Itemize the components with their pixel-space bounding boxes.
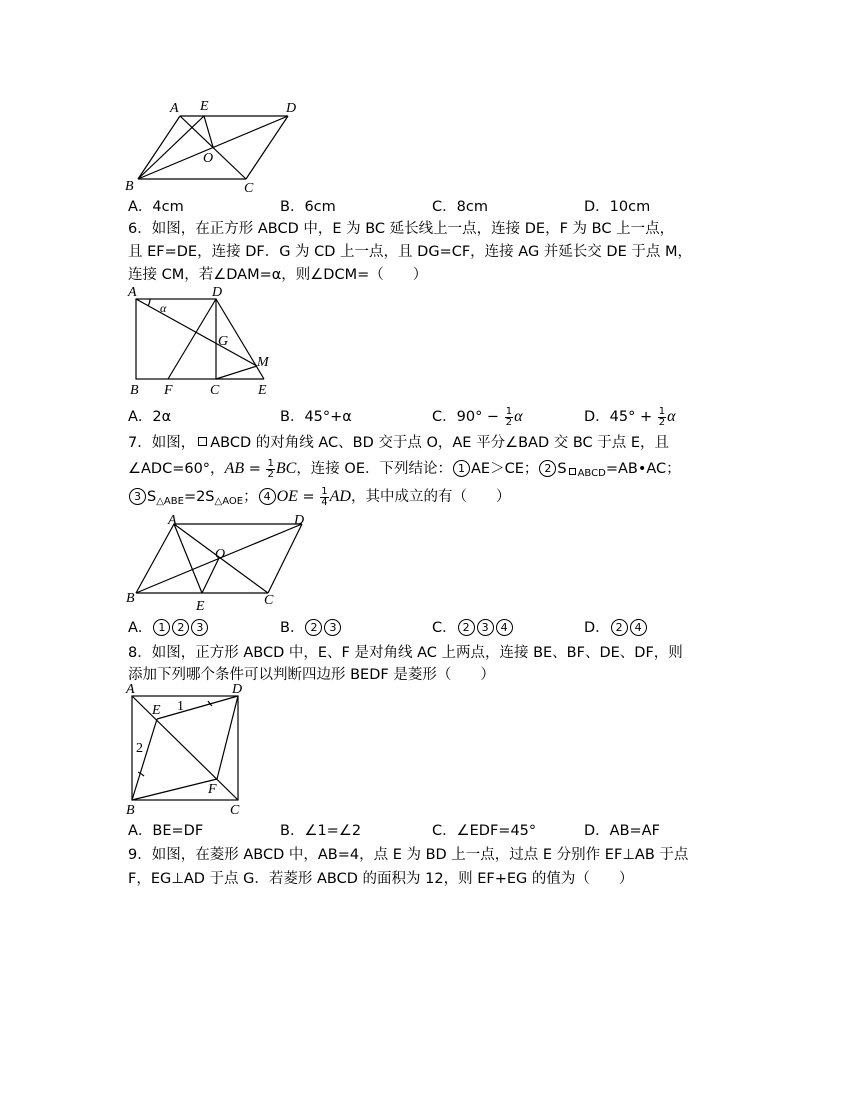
figure-q6: [122, 282, 282, 400]
q8-option-d[interactable]: D．AB=AF: [584, 823, 660, 839]
q5-option-b[interactable]: B．6cm: [280, 199, 336, 215]
fraction-half: $\frac{1}{2}$: [267, 457, 274, 480]
label-E: E: [200, 99, 209, 114]
q8-option-b[interactable]: B．∠1=∠2: [280, 823, 362, 839]
label-D: D: [286, 101, 297, 116]
q9-text-line2: F，EG⊥AD 于点 G．若菱形 ABCD 的面积为 12，则 EF+EG 的值为（ ）: [128, 871, 634, 887]
label-O: O: [215, 547, 226, 562]
q6-option-d[interactable]: D．45° + $\frac{1}{2}$ α: [584, 405, 676, 428]
label-E: E: [258, 383, 267, 398]
figure-q8: [122, 680, 252, 818]
q8-text-line2: 添加下列哪个条件可以判断四边形 BEDF 是菱形（ ）: [128, 667, 495, 683]
q6-text-line1: 6．如图，在正方形 ABCD 中，E 为 BC 延长线上一点，连接 DE，F 为 BC 上一点，: [128, 221, 675, 237]
label-B: B: [125, 179, 134, 194]
q9-text-line1: 9．如图，在菱形 ABCD 中，AB=4，点 E 为 BD 上一点，过点 E 分别作 EF⊥AB 于点: [128, 847, 689, 863]
label-E: E: [152, 703, 161, 718]
label-A: A: [126, 682, 135, 697]
q8-option-c[interactable]: C．∠EDF=45°: [432, 823, 537, 839]
q7-option-c[interactable]: C． 2 3 4: [432, 617, 514, 639]
label-angle-2: 2: [136, 741, 143, 756]
label-G: G: [218, 334, 229, 349]
parallelogram-icon: [569, 468, 576, 475]
label-angle-1: 1: [177, 699, 184, 714]
q7-option-a[interactable]: A． 1 2 3: [128, 617, 209, 639]
label-F: F: [208, 782, 217, 797]
q8-option-a[interactable]: A．BE=DF: [128, 823, 204, 839]
label-B: B: [126, 803, 135, 818]
q6-option-a[interactable]: A．2α: [128, 409, 172, 425]
q8-text-line1: 8．如图，正方形 ABCD 中，E、F 是对角线 AC 上两点，连接 BE、BF、DE、DF，则: [128, 645, 683, 661]
label-C: C: [264, 593, 274, 608]
label-B: B: [126, 591, 135, 606]
fraction-quarter: $\frac{1}{4}$: [321, 485, 328, 508]
label-A: A: [128, 285, 137, 300]
label-alpha: α: [160, 301, 167, 315]
q5-option-c[interactable]: C．8cm: [432, 199, 488, 215]
label-D: D: [212, 285, 223, 300]
fraction-half: $\frac{1}{2}$: [505, 405, 513, 428]
q6-text-line2: 且 EF=DE，连接 DF．G 为 CD 上一点，且 DG=CF，连接 AG 并延长交 DE 于点 M，: [128, 244, 692, 260]
q7-option-d[interactable]: D． 2 4: [584, 617, 648, 639]
figure-q7: [122, 510, 318, 616]
label-O: O: [203, 151, 214, 166]
q7-text-line2: ∠ADC=60°，AB = $\frac{1}{2}$ BC，连接 OE．下列结论： 1 AE＞CE； 2 S $_{ABCD}$=AB•AC；: [128, 457, 681, 480]
label-M: M: [257, 355, 269, 370]
label-B: B: [130, 383, 139, 398]
q6-option-b[interactable]: B．45°+α: [280, 409, 352, 425]
q7-text-line3: 3 $S_{\triangle ABE}=2S_{\triangle AOE}$； 4 OE = $\frac{1}{4}$ AD，其中成立的有（ ）: [128, 486, 510, 513]
figure-q5: [120, 96, 310, 196]
label-E: E: [196, 599, 205, 614]
q7-text-line1: 7．如图， ABCD 的对角线 AC、BD 交于点 O，AE 平分∠BAD 交 BC 于点 E，且: [128, 435, 670, 451]
q5-option-d[interactable]: D．10cm: [584, 199, 651, 215]
label-A: A: [168, 513, 177, 528]
q5-option-a[interactable]: A．4cm: [128, 199, 184, 215]
fraction-half: $\frac{1}{2}$: [658, 405, 666, 428]
label-D: D: [232, 682, 243, 697]
q7-option-b[interactable]: B． 2 3: [280, 617, 342, 639]
label-C: C: [210, 383, 220, 398]
label-C: C: [244, 181, 254, 196]
label-A: A: [170, 101, 179, 116]
label-C: C: [230, 803, 240, 818]
parallelogram-icon: [198, 437, 207, 446]
label-F: F: [164, 383, 173, 398]
label-D: D: [294, 513, 305, 528]
q6-text-line3: 连接 CM，若∠DAM=α，则∠DCM=（ ）: [128, 267, 428, 283]
q6-option-c[interactable]: C．90° − $\frac{1}{2}$ α: [432, 405, 523, 428]
